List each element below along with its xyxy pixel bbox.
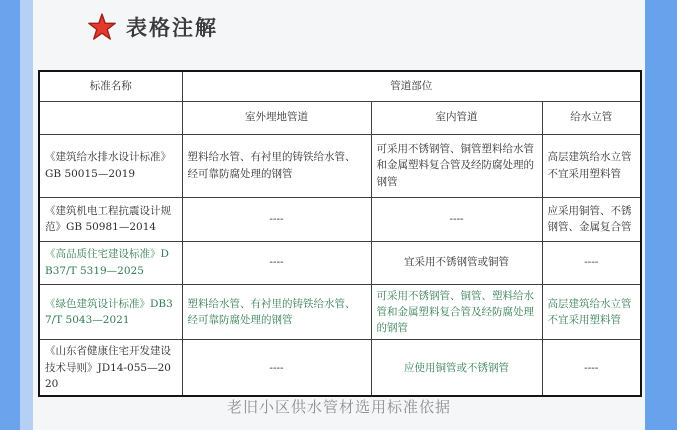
table-body bbox=[39, 134, 641, 396]
pipe-material-cell: ---- bbox=[542, 340, 641, 396]
table-header bbox=[39, 71, 641, 134]
pipe-material-cell: 可采用不锈钢管、铜管、塑料给水管和金属塑料复合管及经防腐处理的钢管 bbox=[371, 284, 542, 340]
left-light-blue-stripe bbox=[20, 0, 33, 430]
pipe-material-cell: 塑料给水管、有衬里的铸铁给水管、经可靠防腐处理的钢管 bbox=[182, 134, 371, 197]
standard-name-cell: 《建筑给水排水设计标准》GB 50015—2019 bbox=[39, 134, 182, 197]
standard-name-cell: 《高品质住宅建设标准》DB37/T 5319—2025 bbox=[39, 241, 182, 284]
left-blue-stripe bbox=[0, 0, 20, 430]
standard-name-cell: 《山东省健康住宅开发建设技术导则》JD14-055—2020 bbox=[39, 340, 182, 396]
standards-table bbox=[38, 70, 642, 397]
table-row bbox=[39, 241, 641, 284]
header-indoor-pipe: 室内管道 bbox=[371, 101, 542, 134]
header-row-2 bbox=[39, 101, 641, 134]
pipe-material-cell: ---- bbox=[182, 340, 371, 396]
pipe-material-cell: ---- bbox=[182, 241, 371, 284]
pipe-material-cell: 可采用不锈钢管、铜管塑料给水管和金属塑料复合管及经防腐处理的钢管 bbox=[371, 134, 542, 197]
header-standard-name: 标准名称 bbox=[39, 71, 182, 101]
pipe-material-cell: ---- bbox=[182, 197, 371, 241]
table-row bbox=[39, 197, 641, 241]
pipe-material-cell: 高层建筑给水立管不宜采用塑料管 bbox=[542, 134, 641, 197]
page-title: 表格注解 bbox=[126, 17, 218, 40]
page-header bbox=[88, 12, 218, 42]
header-pipe-section: 管道部位 bbox=[182, 71, 641, 101]
table-caption: 老旧小区供水管材选用标准依据 bbox=[226, 399, 451, 416]
header-riser-pipe: 给水立管 bbox=[542, 101, 641, 134]
right-blue-stripe bbox=[645, 0, 677, 430]
table-row bbox=[39, 134, 641, 197]
table-row bbox=[39, 284, 641, 340]
star-icon bbox=[88, 13, 116, 41]
pipe-material-cell: 塑料给水管、有衬里的铸铁给水管、经可靠防腐处理的钢管 bbox=[182, 284, 371, 340]
pipe-material-cell: 应采用铜管、不锈钢管、金属复合管 bbox=[542, 197, 641, 241]
standard-name-cell: 《建筑机电工程抗震设计规范》GB 50981—2014 bbox=[39, 197, 182, 241]
pipe-material-cell: ---- bbox=[371, 197, 542, 241]
standard-name-cell: 《绿色建筑设计标准》DB37/T 5043—2021 bbox=[39, 284, 182, 340]
pipe-material-cell: 应使用铜管或不锈钢管 bbox=[371, 340, 542, 396]
pipe-material-cell: ---- bbox=[542, 241, 641, 284]
header-empty-cell bbox=[39, 101, 182, 134]
pipe-material-cell: 高层建筑给水立管不宜采用塑料管 bbox=[542, 284, 641, 340]
pipe-material-cell: 宜采用不锈钢管或铜管 bbox=[371, 241, 542, 284]
header-row-1 bbox=[39, 71, 641, 101]
table-row bbox=[39, 340, 641, 396]
header-outdoor-buried: 室外埋地管道 bbox=[182, 101, 371, 134]
